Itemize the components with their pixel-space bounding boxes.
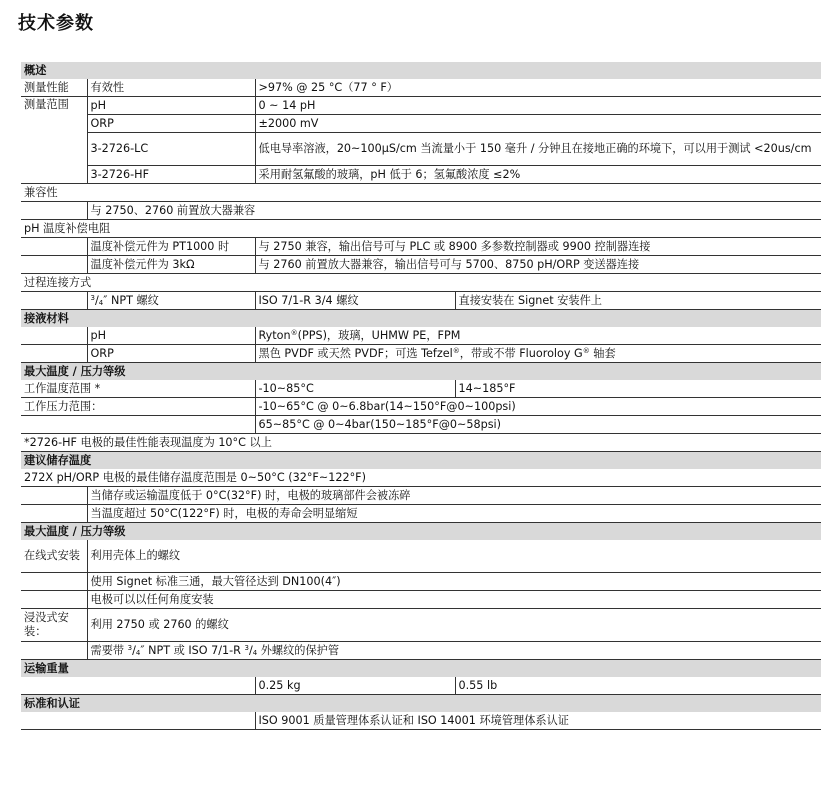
row-value: 0.55 lb — [455, 677, 821, 695]
row-sublabel: 3-2726-LC — [87, 133, 255, 166]
row-value: Ryton®(PPS)，玻璃，UHMW PE，FPM — [255, 327, 821, 345]
table-row — [21, 327, 821, 345]
row-sublabel: 3-2726-HF — [87, 166, 255, 184]
table-row — [21, 292, 821, 310]
table-row — [21, 345, 821, 363]
row-label: 兼容性 — [21, 184, 821, 202]
section-title: 建议储存温度 — [21, 452, 821, 470]
row-value: 14~185°F — [455, 380, 821, 398]
section-title: 概述 — [21, 62, 821, 79]
row-value: 与 2750、2760 前置放大器兼容 — [87, 202, 821, 220]
section-title: 接液材料 — [21, 310, 821, 328]
table-row — [21, 133, 821, 166]
row-label: 在线式安装 — [21, 540, 87, 573]
row-value: 低电导率溶液，20~100μS/cm 当流量小于 150 毫升 / 分钟且在接地正确的环境下，可以用于测试 <20us/cm — [255, 133, 821, 166]
table-row — [21, 487, 821, 505]
table-row — [21, 677, 821, 695]
section-header-overview — [21, 62, 821, 79]
table-row — [21, 97, 821, 115]
row-value: 与 2760 前置放大器兼容，输出信号可与 5700、8750 pH/ORP 变送器连接 — [255, 256, 821, 274]
row-value: ISO 9001 质量管理体系认证和 ISO 14001 环境管理体系认证 — [255, 712, 821, 730]
row-label: 测量范围 — [21, 97, 87, 184]
section-title: 最大温度 / 压力等级 — [21, 363, 821, 381]
table-row — [21, 202, 821, 220]
row-value: 与 2750 兼容，输出信号可与 PLC 或 8900 多参数控制器或 9900 控制器连接 — [255, 238, 821, 256]
table-row — [21, 573, 821, 591]
row-value: $^3/_4''$ NPT 螺纹 — [87, 292, 255, 310]
row-value: 当储存或运输温度低于 0°C(32°F) 时，电极的玻璃部件会被冻碎 — [87, 487, 821, 505]
section-header-weight — [21, 660, 821, 678]
table-row — [21, 184, 821, 202]
row-value: 电极可以以任何角度安装 — [87, 591, 821, 609]
row-value: 0.25 kg — [255, 677, 455, 695]
row-value: 黑色 PVDF 或天然 PVDF；可选 Tefzel®，带或不带 Fluoroloy G® 轴套 — [255, 345, 821, 363]
table-row — [21, 115, 821, 133]
row-value: 使用 Signet 标准三通，最大管径达到 DN100(4″) — [87, 573, 821, 591]
table-row — [21, 609, 821, 642]
row-value: 当温度超过 50°C(122°F) 时，电极的寿命会明显缩短 — [87, 505, 821, 523]
spec-table — [21, 62, 821, 730]
section-header-max-temp — [21, 363, 821, 381]
row-value: >97% @ 25 °C（77 ° F） — [255, 79, 821, 97]
table-row — [21, 591, 821, 609]
row-value: 65~85°C @ 0~4bar(150~185°F@0~58psi) — [255, 416, 821, 434]
row-sublabel: ORP — [87, 115, 255, 133]
row-sublabel: pH — [87, 327, 255, 345]
section-header-install — [21, 523, 821, 541]
row-sublabel: 温度补偿元件为 3kΩ — [87, 256, 255, 274]
row-label: 272X pH/ORP 电极的最佳储存温度范围是 0~50°C (32°F~122°F) — [21, 469, 821, 487]
section-title: 最大温度 / 压力等级 — [21, 523, 821, 541]
table-row — [21, 274, 821, 292]
section-title: 运输重量 — [21, 660, 821, 678]
row-sublabel: 温度补偿元件为 PT1000 时 — [87, 238, 255, 256]
row-value: 需要带 $^3/_4''$ NPT 或 ISO 7/1-R $^3/_4$ 外螺纹的保护管 — [87, 642, 821, 660]
section-header-wetted — [21, 310, 821, 328]
table-row — [21, 505, 821, 523]
table-row — [21, 416, 821, 434]
row-label: 浸没式安装： — [21, 609, 87, 642]
row-value: -10~85°C — [255, 380, 455, 398]
row-value: 直接安装在 Signet 安装件上 — [455, 292, 821, 310]
table-row — [21, 380, 821, 398]
table-row — [21, 79, 821, 97]
table-row — [21, 256, 821, 274]
row-sublabel: pH — [87, 97, 255, 115]
row-value: ISO 7/1-R 3/4 螺纹 — [255, 292, 455, 310]
table-row — [21, 238, 821, 256]
row-value: 采用耐氢氟酸的玻璃，pH 低于 6；氢氟酸浓度 ≤2% — [255, 166, 821, 184]
row-label: 测量性能 — [21, 79, 87, 97]
table-row — [21, 434, 821, 452]
row-value: 0 ~ 14 pH — [255, 97, 821, 115]
table-row — [21, 469, 821, 487]
row-value: -10~65°C @ 0~6.8bar(14~150°F@0~100psi) — [255, 398, 821, 416]
section-title: 标准和认证 — [21, 695, 821, 713]
section-header-storage — [21, 452, 821, 470]
table-row — [21, 540, 821, 573]
table-row — [21, 398, 821, 416]
row-value: ±2000 mV — [255, 115, 821, 133]
footnote: *2726-HF 电极的最佳性能表现温度为 10°C 以上 — [21, 434, 821, 452]
section-header-cert — [21, 695, 821, 713]
table-row — [21, 712, 821, 730]
row-value: 利用壳体上的螺纹 — [87, 540, 821, 573]
row-label: 过程连接方式 — [21, 274, 821, 292]
row-label: 工作温度范围 * — [21, 380, 255, 398]
row-sublabel: 有效性 — [87, 79, 255, 97]
page-title: 技术参数 — [18, 13, 94, 34]
row-value: 利用 2750 或 2760 的螺纹 — [87, 609, 821, 642]
row-label: 工作压力范围： — [21, 398, 255, 416]
row-sublabel: ORP — [87, 345, 255, 363]
row-label: pH 温度补偿电阻 — [21, 220, 821, 238]
table-row — [21, 220, 821, 238]
table-row — [21, 166, 821, 184]
table-row — [21, 642, 821, 660]
